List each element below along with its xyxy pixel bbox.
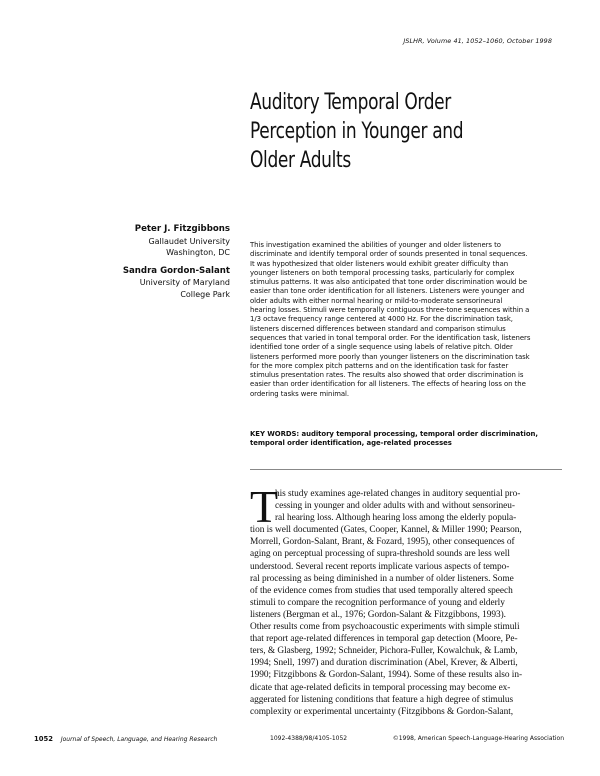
body-text <box>250 481 562 718</box>
author-list <box>70 224 230 300</box>
footer-journal-name: Journal of Speech, Language, and Hearing Research <box>60 736 218 743</box>
author-affiliation: University of Maryland <box>139 278 230 287</box>
body-line: aging on perceptual processing of supra-threshold sounds are less well <box>250 549 510 560</box>
abstract <box>250 241 562 399</box>
body-line: Other results come from psychoacoustic experiments with simple stimuli <box>250 622 520 633</box>
section-divider <box>250 469 562 470</box>
abstract-line: sequences that varied in tonal temporal order. For the identification task, listeners <box>250 333 531 342</box>
page-footer <box>34 735 564 743</box>
body-line: listeners (Bergman et al., 1976; Gordon-Salant & Fitzgibbons, 1993). <box>250 609 506 620</box>
author-affiliation: Washington, DC <box>166 248 230 257</box>
abstract-line: stimulus patterns. It was also anticipated that tone order discrimination would be <box>250 278 528 287</box>
author-affiliation: College Park <box>180 289 230 299</box>
key-words-line: temporal order identification, age-related processes <box>250 439 452 448</box>
abstract-line: discriminate and identify temporal order of sounds presented in tonal sequences. <box>250 250 528 259</box>
body-line: aggerated for listening conditions that feature a high degree of stimulus <box>250 694 514 705</box>
abstract-line: older adults with either normal hearing or mild-to-moderate sensorineural <box>250 296 503 305</box>
abstract-line: easier than tone order identification for all listeners. Listeners were younger and <box>250 287 525 296</box>
abstract-line: identified tone order of a single sequence using labels of relative pitch. Older <box>250 343 513 352</box>
abstract-line: listeners performed more poorly than younger listeners on the discrimination task <box>250 352 530 361</box>
author-name: Peter J. Fitzgibbons <box>134 224 230 234</box>
body-line: 1990; Fitzgibbons & Gordon-Salant, 1994). Some of these results also in- <box>250 670 523 681</box>
author-block <box>70 224 230 259</box>
abstract-line: easier than order identification for all listeners. The effects of hearing loss on the <box>250 380 526 389</box>
article-title <box>250 88 517 175</box>
drop-cap: T <box>250 481 279 532</box>
body-line: ters, & Glasberg, 1992; Schneider, Pichora-Fuller, Kowalchuk, & Lamb, <box>250 646 518 657</box>
body-line: his study examines age-related changes in auditory sequential pro- <box>275 489 521 499</box>
body-line: that report age-related differences in temporal gap detection (Moore, Pe- <box>250 634 518 645</box>
body-line: complexity or experimental uncertainty (Fitzgibbons & Gordon-Salant, <box>250 706 514 717</box>
body-line: dicate that age-related deficits in temporal processing may become ex- <box>250 682 511 693</box>
abstract-line: stimulus presentation rates. The results also showed that order discrimination is <box>250 371 524 380</box>
key-words-line: KEY WORDS: auditory temporal processing, temporal order discrimination, <box>250 430 538 438</box>
footer-copyright: ©1998, American Speech-Language-Hearing Association <box>392 735 564 742</box>
author-block <box>70 266 230 301</box>
author-name: Sandra Gordon-Salant <box>122 265 230 276</box>
title-line: Auditory Temporal Order <box>250 90 451 115</box>
abstract-line: listeners discerned differences between standard and comparison stimulus <box>250 324 506 333</box>
abstract-line: 1/3 octave frequency range centered at 4000 Hz. For the discrimination task, <box>250 315 513 324</box>
body-line: understood. Several recent reports implicate various aspects of tempo- <box>250 561 510 572</box>
abstract-line: ordering tasks were minimal. <box>250 389 350 398</box>
body-line: 1994; Snell, 1997) and duration discrimination (Abel, Krever, & Alberti, <box>250 658 518 669</box>
body-line: Morrell, Gordon-Salant, Brant, & Fozard, 1995), other consequences of <box>250 537 515 548</box>
abstract-line: This investigation examined the abilities of younger and older listeners to <box>250 241 501 249</box>
body-line: stimuli to compare the recognition performance of young and elderly <box>250 597 505 608</box>
abstract-line: younger listeners on both temporal processing tasks, particularly for complex <box>250 268 515 277</box>
journal-citation: JSLHR, Volume 41, 1052–1060, October 1998 <box>403 37 552 45</box>
abstract-line: for the more complex pitch patterns and on the identification task for faster <box>250 361 509 370</box>
author-affiliation: Gallaudet University <box>148 236 230 246</box>
body-line: ral processing as being diminished in a number of older listeners. Some <box>250 573 514 584</box>
body-line: ral hearing loss. Although hearing loss among the elderly popula- <box>275 513 517 524</box>
page-number: 1052 <box>34 735 53 743</box>
body-line: cessing in younger and older adults with and without sensorineu- <box>275 501 515 512</box>
body-line: of the evidence comes from studies that used temporally altered speech <box>250 585 513 596</box>
title-line: Older Adults <box>250 148 351 173</box>
title-line: Perception in Younger and <box>250 119 464 144</box>
abstract-line: It was hypothesized that older listeners would exhibit greater difficulty than <box>250 259 509 268</box>
key-words <box>250 430 562 449</box>
footer-issn: 1092-4388/98/4105-1052 <box>270 735 348 742</box>
body-line: tion is well documented (Gates, Cooper, Kannel, & Miller 1990; Pearson, <box>250 525 522 536</box>
abstract-line: hearing losses. Stimuli were temporally contiguous three-tone sequences within a <box>250 306 530 315</box>
